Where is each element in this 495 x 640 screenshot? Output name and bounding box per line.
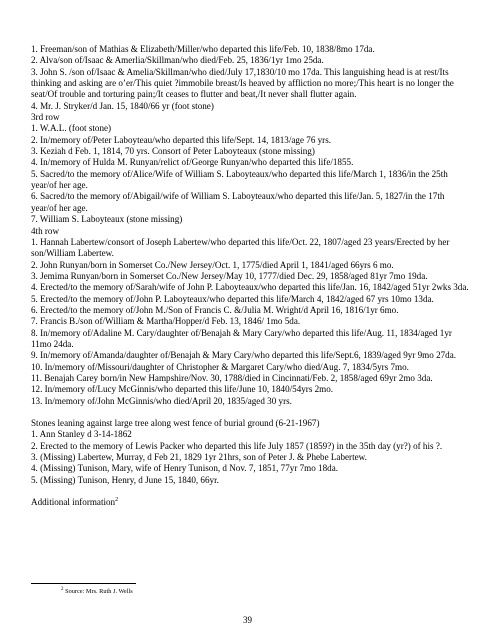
footnote-text: Source: Mrs. Ruth J. Wells <box>63 588 133 595</box>
entry-line: 2. Erected to the memory of Lewis Packer who departed this life July 1857 (1859?) in the 35th day (yr?) of his ?. <box>31 440 443 451</box>
entry-line: 5. Erected/to the memory of/John P. Laboyteaux/who departed this life/March 4, 1842/aged 67 yrs 10mo 13da. <box>31 293 434 304</box>
entry-line: 4. (Missing) Tunison, Mary, wife of Henry Tunison, d Nov. 7, 1851, 77yr 7mo 18da. <box>31 463 339 474</box>
entry-line: 6. Erected/to the memory of/John M./Son of Francis C. &/Julia M. Wright/d April 16, 1816/1yr 6mo. <box>31 304 399 315</box>
entry-line: 1. Freeman/son of Mathias & Elizabeth/Miller/who departed this life/Feb. 10, 1838/8mo 17da. <box>31 44 375 54</box>
entry-line: 1. W.A.L. (foot stone) <box>31 123 112 134</box>
entry-line: 2. Alva/son of/Isaac & Amerlia/Skillman/who died/Feb. 25, 1836/1yr 1mo 25da. <box>31 55 324 66</box>
entry-line: 4. Erected/to the memory of/Sarah/wife of John P. Laboyteaux/who departed this life/Jan. 16, 1842/aged 51yr 2wks 3da. <box>31 282 469 293</box>
footnote <box>61 588 133 595</box>
entry-line: 5. Sacred/to the memory of/Alice/Wife of William S. Laboyteaux/who departed this life/March 1, 1836/in the 25th year/of her age. <box>31 168 448 191</box>
entry-line: 13. In/memory of/John McGinnis/who died/April 20, 1835/aged 30 yrs. <box>31 395 292 406</box>
entry-line: 8. In/memory of/Adaline M. Cary/daughter of/Benajah & Mary Cary/who departed this life/Aug. 11, 1834/aged 1yr 11mo 24da. <box>31 327 452 349</box>
entry-line: 2. John Runyan/born in Somerset Co./New Jersey/Oct. 1, 1775/died April 1, 1841/aged 66yrs 6 mo. <box>31 259 394 270</box>
page-number: 39 <box>243 615 252 625</box>
entry-line: 3. Jemima Runyan/born in Somerset Co./New Jersey/May 10, 1777/died Dec. 29, 1858/aged 81yr 7mo 19da. <box>31 270 428 281</box>
footnote-mark: 2 <box>61 586 64 592</box>
section-heading: Stones leaning against large tree along west fence of burial ground (6-21-1967) <box>31 418 320 428</box>
entry-line: 1. Ann Stanley d 3-14-1862 <box>31 429 132 440</box>
paragraph-gap <box>31 486 471 497</box>
entry-line: 1. Hannah Labertew/consort of Joseph Labertew/who departed this life/Oct. 22, 1807/aged 23 years/Erected by her son/William Labertew. <box>31 236 450 259</box>
entry-line: 11. Benajah Carey born/in New Hampshire/Nov. 30, 1788/died in Cincinnati/Feb. 2, 1858/aged 69yr 2mo 3da. <box>31 372 433 383</box>
entry-line: 3. (Missing) Labertew, Murray, d Feb 21, 1829 1yr 21hrs, son of Peter J. & Phebe Labertew. <box>31 452 367 463</box>
entry-line: 4. Mr. J. Stryker/d Jan. 15, 1840/66 yr (foot stone) <box>31 100 214 111</box>
entry-line: 7. William S. Laboyteaux (stone missing) <box>31 214 183 225</box>
entry-line: 2. In/memory of/Peter Laboyteau/who departed this life/Sept. 14, 1813/age 76 yrs. <box>31 134 332 145</box>
entry-line: 3. John S. /son of/Isaac & Amelia/Skillman/who died/July 17,1830/10 mo 17da. This languishing head is at rest/Its thinking and asking are o’er/This quiet ?immobile breast/Is heaved by affliction no more;/This heart is no longer the seat/Of trouble and torturing pain;/It ceases to flutter and beat,/It never shall flutter again. <box>31 66 454 100</box>
entry-line: 9. In/memory of/Amanda/daughter of/Benajah & Mary Cary/who departed this life/Sept.6, 1839/aged 9yr 9mo 27da. <box>31 350 457 361</box>
footnote-divider <box>31 583 136 584</box>
paragraph-gap <box>31 407 471 418</box>
footnote-reference: 2 <box>115 497 119 504</box>
entry-line: 6. Sacred/to the memory of/Abigail/wife of William S. Laboyteaux/who departed this life/Jan. 5, 1827/in the 17th year/of her age. <box>31 191 445 213</box>
additional-information-text: Additional information <box>31 497 116 508</box>
row-heading: 4th row <box>31 225 60 236</box>
entry-line: 7. Francis B./son of/William & Martha/Hopper/d Feb. 13, 1846/ 1mo 5da. <box>31 316 301 327</box>
entry-line: 4. In/memory of Hulda M. Runyan/relict of/George Runyan/who departed this life/1855. <box>31 157 354 168</box>
row-heading: 3rd row <box>31 112 60 123</box>
entry-line: 12. In/memory of/Lucy McGinnis/who departed this life/June 10, 1840/54yrs 2mo. <box>31 384 334 395</box>
entry-line: 10. In/memory of/Missouri/daughter of Christopher & Margaret Cary/who died/Aug. 7, 1834/5yrs 7mo. <box>31 361 409 372</box>
section-rows <box>31 44 471 407</box>
document-body <box>31 44 471 508</box>
entry-line: 5. (Missing) Tunison, Henry, d June 15, 1840, 66yr. <box>31 474 219 485</box>
entry-line: 3. Keziah d Feb. 1, 1814, 70 yrs. Consort of Peter Laboyteaux (stone missing) <box>31 146 315 157</box>
section-leaning-stones <box>31 418 471 486</box>
additional-information-heading <box>31 497 471 508</box>
